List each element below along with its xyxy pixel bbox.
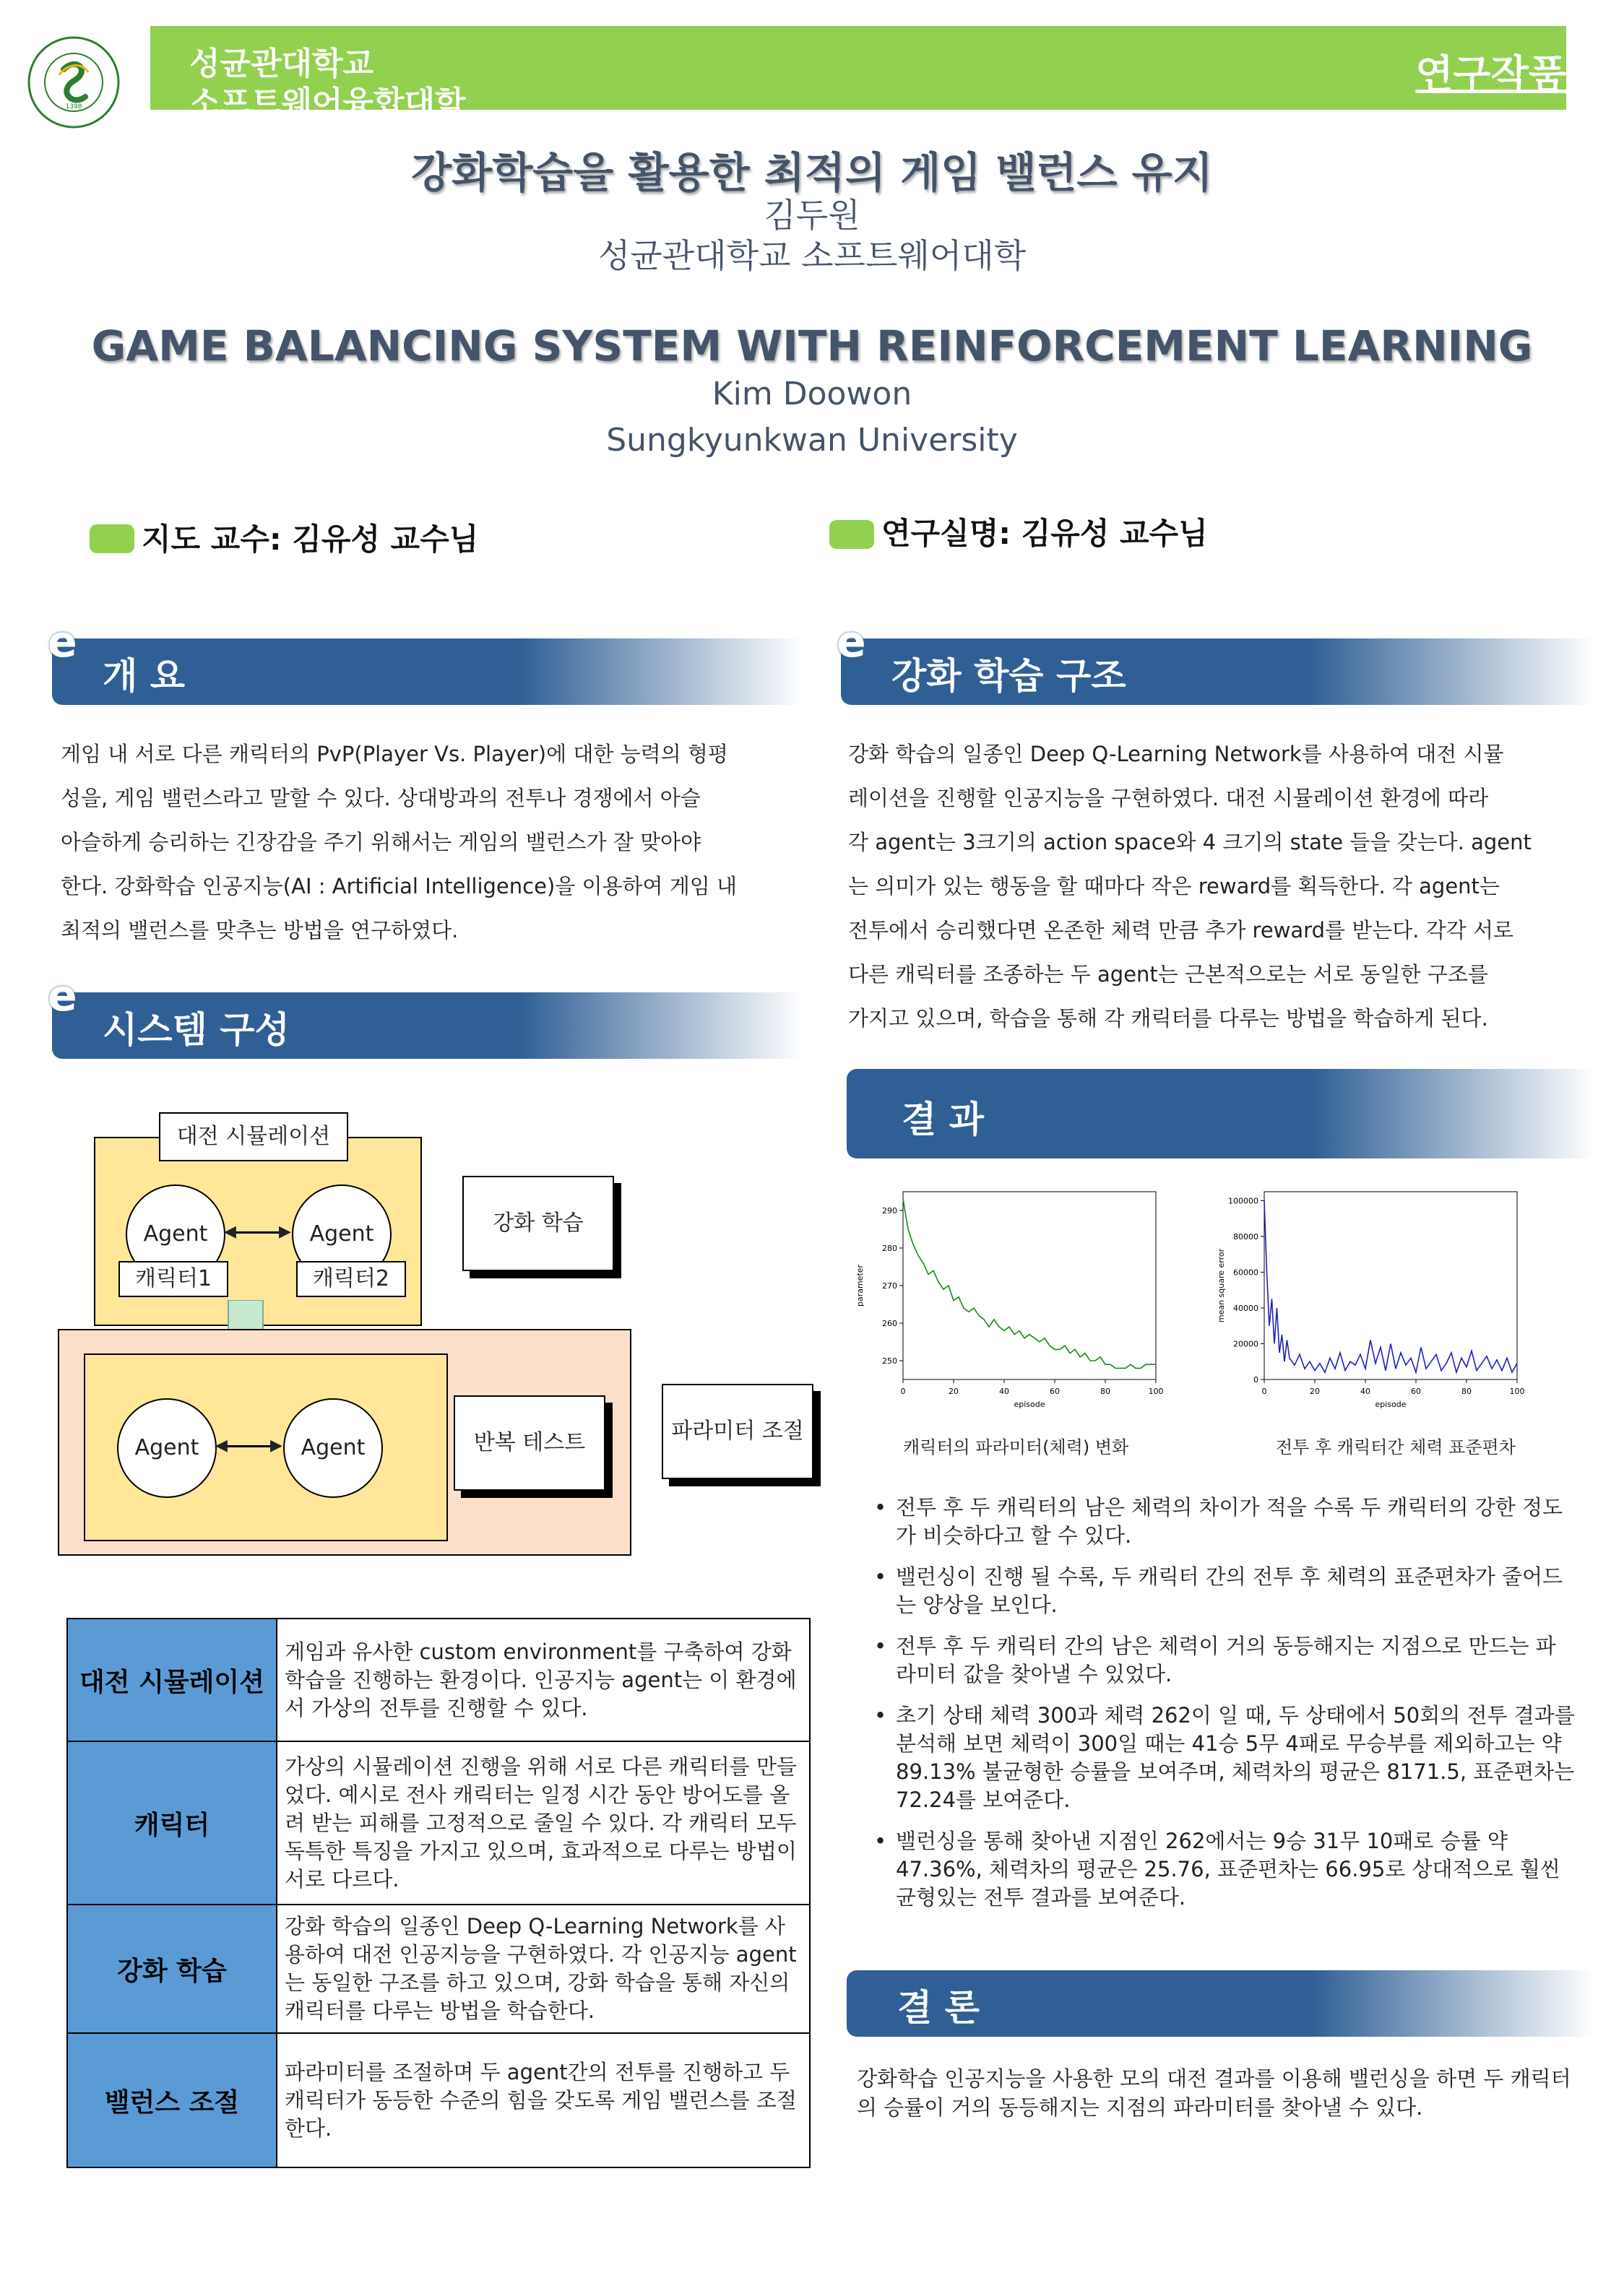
y-tick-label: 80000 (1233, 1231, 1258, 1242)
rl-line: 강화 학습의 일종인 Deep Q-Learning Network를 사용하여 대전 시뮬 (848, 742, 1504, 766)
x-tick-label: 80 (1100, 1387, 1110, 1396)
character-1-label: 캐릭터1 (118, 1261, 228, 1297)
lab-marker (829, 520, 874, 549)
x-tick-label: 20 (949, 1387, 959, 1396)
table-row (67, 1905, 810, 2033)
x-tick-label: 40 (1360, 1387, 1370, 1396)
poster-tag: 연구작품 (1415, 51, 1566, 97)
korean-title: 강화학습을 활용한 최적의 게임 밸런스 유지 (411, 148, 1213, 197)
overview-text (61, 732, 799, 953)
x-tick-label: 0 (900, 1387, 906, 1396)
table-cell: 파라미터를 조절하며 두 agent간의 전투를 진행하고 두 캐릭터가 동등한 수준의 힘을 갖도록 게임 밸런스를 조절한다. (277, 2033, 810, 2167)
lab-label: 연구실명: 김유성 교수님 (881, 516, 1208, 551)
arrow-right-icon: ▶ (279, 1223, 291, 1241)
overview-line: 최적의 밸런스를 맞추는 방법을 연구하였다. (61, 918, 459, 943)
table-head: 밸런스 조절 (67, 2033, 277, 2167)
college-name: 소프트웨어융합대학 (189, 85, 466, 121)
x-tick-label: 60 (1050, 1387, 1060, 1396)
x-tick-label: 60 (1411, 1387, 1421, 1396)
english-title: GAME BALANCING SYSTEM WITH REINFORCEMENT LEARNING (91, 321, 1533, 371)
rl-box: 강화 학습 (462, 1176, 614, 1271)
result-item: • 전투 후 두 캐릭터의 남은 체력의 차이가 적을 수록 두 캐릭터의 강한 정도가 비슷하다고 할 수 있다. (852, 1494, 1575, 1550)
mse-chart (1214, 1184, 1532, 1423)
overview-line: 한다. 강화학습 인공지능(AI : Artificial Intelligence)을 이용하여 게임 내 (61, 874, 738, 898)
x-axis-label: episode (1375, 1400, 1407, 1409)
conclusion-header (847, 1970, 1595, 2037)
results-header (847, 1069, 1595, 1158)
overview-line: 게임 내 서로 다른 캐릭터의 PvP(Player Vs. Player)에 대한 능력의 형평 (61, 742, 728, 766)
table-cell: 가상의 시뮬레이션 진행을 위해 서로 다른 캐릭터를 만들었다. 예시로 전사 캐릭터는 일정 시간 동안 방어도를 올려 받는 피해를 고정적으로 줄일 수 있다. 각 캐릭터 모두 독특한 특징을 가지고 있으며, 효과적으로 다루는 방법이 서로 다르다. (277, 1741, 810, 1905)
results-list (852, 1494, 1575, 1925)
system-table (66, 1618, 811, 2168)
section-icon: e (48, 971, 77, 1021)
x-axis-label: episode (1014, 1400, 1045, 1409)
series-line (1264, 1200, 1517, 1372)
system-diagram (58, 1112, 809, 1574)
y-tick-label: 290 (882, 1206, 897, 1216)
rl-line: 각 agent는 3크기의 action space와 4 크기의 state 들을 갖는다. agent (848, 830, 1532, 854)
rl-structure-title: 강화 학습 구조 (891, 655, 1126, 697)
table-head: 대전 시뮬레이션 (67, 1619, 277, 1741)
y-tick-label: 250 (882, 1356, 897, 1366)
rl-structure-header (837, 617, 1595, 705)
arrow-left-icon: ◀ (215, 1437, 228, 1455)
results-title: 결 과 (902, 1099, 985, 1140)
y-tick-label: 280 (882, 1244, 897, 1253)
chart1-caption: 캐릭터의 파라미터(체력) 변화 (903, 1437, 1129, 1457)
rl-line: 는 의미가 있는 행동을 할 때마다 작은 reward를 획득한다. 각 agent는 (848, 874, 1500, 898)
conclusion-title: 결 론 (897, 1987, 980, 2029)
section-icon: e (837, 617, 866, 667)
x-tick-label: 0 (1261, 1387, 1267, 1396)
table-row (67, 2033, 810, 2167)
x-tick-label: 100 (1509, 1387, 1525, 1396)
simulation-label: 대전 시뮬레이션 (159, 1112, 348, 1161)
rl-line: 다른 캐릭터를 조종하는 두 agent는 근본적으로는 서로 동일한 구조를 (848, 962, 1488, 987)
rl-line: 레이션을 진행할 인공지능을 구현하였다. 대전 시뮬레이션 환경에 따라 (848, 786, 1489, 810)
table-row (67, 1741, 810, 1905)
character-2-label: 캐릭터2 (296, 1261, 406, 1297)
y-axis-label: parameter (855, 1264, 865, 1307)
y-tick-label: 0 (1253, 1375, 1258, 1385)
series-line (903, 1199, 1156, 1368)
advisor-marker (90, 524, 134, 553)
overview-line: 아슬하게 승리하는 긴장감을 주기 위해서는 게임의 밸런스가 잘 맞아야 (61, 830, 701, 854)
x-tick-label: 20 (1310, 1387, 1320, 1396)
table-row (67, 1619, 810, 1741)
korean-affiliation: 성균관대학교 소프트웨어대학 (597, 236, 1027, 275)
conclusion-text: 강화학습 인공지능을 사용한 모의 대전 결과를 이용해 밸런싱을 하면 두 캐릭터의 승률이 거의 동등해지는 지점의 파라미터를 찾아낼 수 있다. (857, 2066, 1571, 2120)
parameter-tuning-box: 파라미터 조절 (662, 1384, 813, 1479)
y-axis-label: mean square error (1217, 1248, 1226, 1323)
repeat-test-box: 반복 테스트 (454, 1395, 605, 1491)
y-tick-label: 20000 (1233, 1339, 1258, 1349)
university-logo (26, 35, 121, 130)
korean-author: 김두원 (764, 196, 860, 235)
y-tick-label: 100000 (1228, 1196, 1258, 1206)
agent-node: Agent (117, 1398, 217, 1498)
logo-year: 1398 (65, 103, 82, 111)
overview-header (48, 617, 803, 705)
rl-line: 전투에서 승리했다면 온존한 체력 만큼 추가 reward를 받는다. 각각 서로 (848, 918, 1513, 943)
y-tick-label: 40000 (1233, 1303, 1258, 1313)
section-icon: e (48, 617, 77, 667)
table-cell: 강화 학습의 일종인 Deep Q-Learning Network를 사용하여 대전 인공지능을 구현하였다. 각 인공지능 agent는 동일한 구조를 하고 있으며, 강화 학습을 통해 자신의 캐릭터를 다루는 방법을 학습한다. (277, 1905, 810, 2033)
table-head: 강화 학습 (67, 1905, 277, 2033)
overview-line: 성을, 게임 밸런스라고 말할 수 있다. 상대방과의 전투나 경쟁에서 아슬 (61, 786, 701, 810)
plot-frame (1264, 1192, 1517, 1379)
advisor-label: 지도 교수: 김유성 교수님 (142, 521, 479, 557)
agent-node: Agent (283, 1398, 383, 1498)
english-affiliation: Sungkyunkwan University (606, 422, 1018, 459)
rl-structure-text (848, 732, 1592, 1041)
rl-line: 가지고 있으며, 학습을 통해 각 캐릭터를 다루는 방법을 학습하게 된다. (848, 1006, 1488, 1031)
result-item: • 초기 상태 체력 300과 체력 262이 일 때, 두 상태에서 50회의 전투 결과를 분석해 보면 체력이 300일 때는 41승 5무 4패로 무승부를 제외하고는 약 89.13% 불균형한 승률을 보여주며, 체력차의 평균은 8171.5, 표준편차는 72.24를 보여준다. (852, 1702, 1575, 1814)
english-author: Kim Doowon (712, 376, 912, 412)
arrow-left-icon: ◀ (224, 1223, 236, 1241)
parameter-chart (852, 1184, 1170, 1423)
system-header (48, 971, 803, 1059)
overview-title: 개 요 (103, 655, 186, 697)
result-item: • 전투 후 두 캐릭터 간의 남은 체력이 거의 동등해지는 지점으로 만드는 파라미터 값을 찾아낼 수 있었다. (852, 1632, 1575, 1689)
x-tick-label: 40 (999, 1387, 1009, 1396)
y-tick-label: 260 (882, 1319, 897, 1328)
table-head: 캐릭터 (67, 1741, 277, 1905)
y-tick-label: 60000 (1233, 1268, 1258, 1278)
university-name: 성균관대학교 (189, 46, 374, 82)
x-tick-label: 100 (1148, 1387, 1164, 1396)
table-cell: 게임과 유사한 custom environment를 구축하여 강화학습을 진행하는 환경이다. 인공지능 agent는 이 환경에서 가상의 전투를 진행할 수 있다. (277, 1619, 810, 1741)
chart2-caption: 전투 후 캐릭터간 체력 표준편차 (1276, 1437, 1516, 1457)
agent-node: Agent (126, 1184, 225, 1284)
agent-node: Agent (292, 1184, 392, 1284)
result-item: • 밸런싱을 통해 찾아낸 지점인 262에서는 9승 31무 10패로 승률 약 47.36%, 체력차의 평균은 25.76, 표준편차는 66.95로 상대적으로 훨씬 균형있는 전투 결과를 보여준다. (852, 1827, 1575, 1912)
x-tick-label: 80 (1461, 1387, 1472, 1396)
arrow-right-icon: ▶ (270, 1437, 282, 1455)
system-title: 시스템 구성 (103, 1009, 290, 1051)
result-item: • 밸런싱이 진행 될 수록, 두 캐릭터 간의 전투 후 체력의 표준편차가 줄어드는 양상을 보인다. (852, 1563, 1575, 1619)
y-tick-label: 270 (882, 1281, 897, 1291)
